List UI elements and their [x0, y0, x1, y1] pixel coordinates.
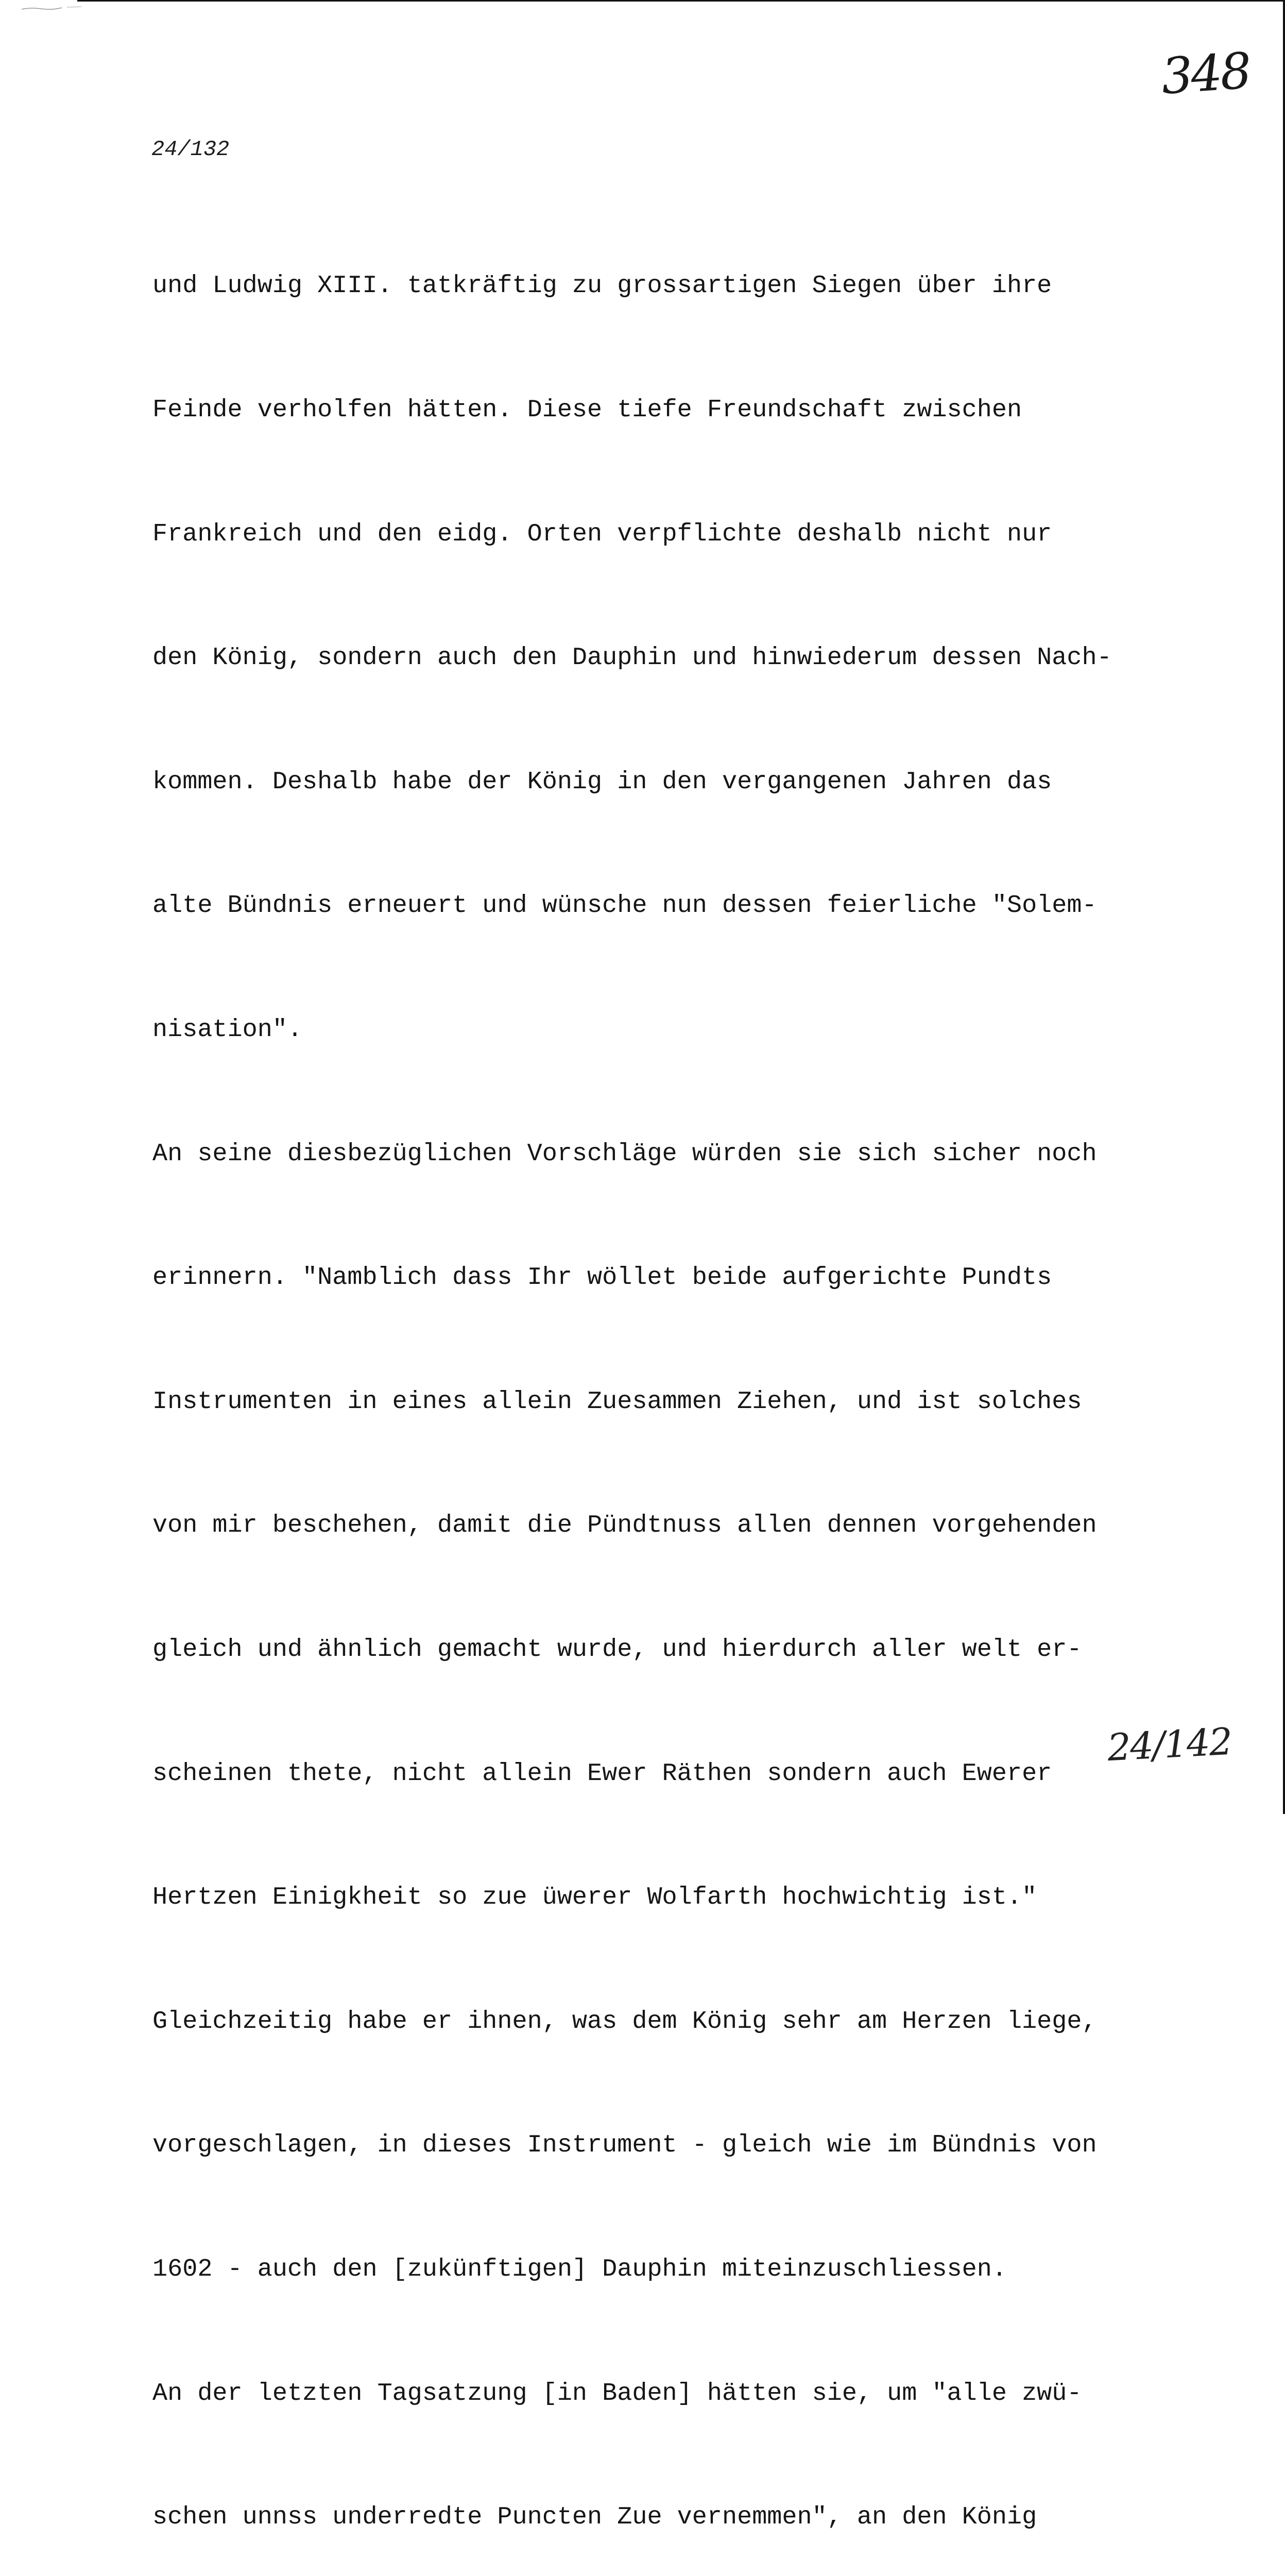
page-top-border	[77, 0, 1285, 2]
text-line: Frankreich und den eidg. Orten verpflichte deshalb nicht nur	[152, 519, 1052, 548]
text-line: vorgeschlagen, in dieses Instrument - gleich wie im Bündnis von	[152, 2131, 1097, 2160]
text-line: nisation".	[152, 1015, 303, 1044]
corner-scan-smudge	[21, 4, 82, 11]
text-line: Gleichzeitig habe er ihnen, was dem König sehr am Herzen liege,	[152, 2007, 1097, 2036]
text-line: den König, sondern auch den Dauphin und hinwiederum dessen Nach-	[152, 643, 1112, 672]
text-line: Hertzen Einigkheit so zue üwerer Wolfarth hochwichtig ist."	[152, 1883, 1037, 1912]
page-right-border	[1283, 0, 1285, 1814]
text-line: und Ludwig XIII. tatkräftig zu grossartigen Siegen über ihre	[152, 272, 1052, 300]
handwritten-page-number: 348	[1159, 42, 1252, 106]
text-line: An der letzten Tagsatzung [in Baden] hätten sie, um "alle zwü-	[152, 2379, 1082, 2408]
text-line: Feinde verholfen hätten. Diese tiefe Freundschaft zwischen	[152, 396, 1022, 424]
text-line: schen unnss underredte Puncten Zue vernemmen", an den König	[152, 2503, 1037, 2532]
body-text	[152, 183, 1213, 2576]
text-line: erinnern. "Namblich dass Ihr wöllet beide aufgerichte Pundts	[152, 1263, 1052, 1292]
text-line: alte Bündnis erneuert und wünsche nun dessen feierliche "Solem-	[152, 891, 1097, 920]
text-line: gleich und ähnlich gemacht wurde, und hierdurch aller welt er-	[152, 1635, 1082, 1664]
text-line: kommen. Deshalb habe der König in den vergangenen Jahren das	[152, 767, 1052, 796]
text-line: scheinen thete, nicht allein Ewer Räthen sondern auch Ewerer	[152, 1759, 1052, 1788]
handwritten-bottom-number: 24/142	[1106, 1719, 1233, 1770]
text-line: Instrumenten in eines allein Zuesammen Ziehen, und ist solches	[152, 1387, 1082, 1416]
text-line: An seine diesbezüglichen Vorschläge würden sie sich sicher noch	[152, 1139, 1097, 1168]
text-line: 1602 - auch den [zukünftigen] Dauphin miteinzuschliessen.	[152, 2255, 1007, 2283]
text-line: von mir beschehen, damit die Pündtnuss allen dennen vorgehenden	[152, 1511, 1097, 1540]
page-reference: 24/132	[151, 137, 230, 162]
